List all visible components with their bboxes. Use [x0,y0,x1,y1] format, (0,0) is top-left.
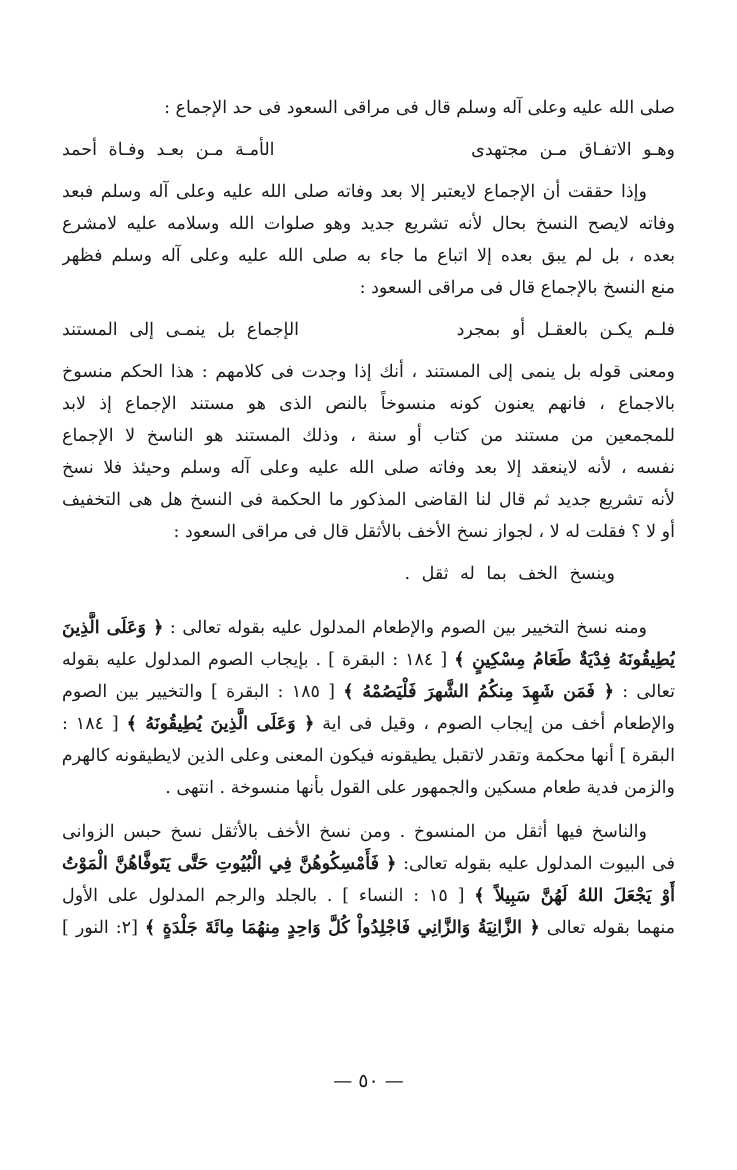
quran-quote: ﴿ فَمَن شَهِدَ مِنكُمُ الشَّهرَ فَلْيَصُمْهُ ﴾ [343,682,614,702]
intro-line: صلى الله عليه وعلى آله وسلم قال فى مراقى السعود فى حد الإجماع : [164,98,675,118]
quran-quote: أَوْ يَجْعَلَ اللهُ لَهُنَّ سَبِيلاً ﴾ [474,886,675,906]
quran-quote: ﴿ وَعَلَى الَّذِينَ [62,618,164,638]
paragraph-line: بالاجماع ، فانهم يعنون كونه منسوخاً بالنص الذى هو مستند الإجماع إذ لابد [62,394,675,414]
text-run: [٢: النور ] [62,918,138,938]
paragraph-line: نفسه ، لأنه لاينعقد إلا بعد وفاته صلى الله عليه وعلى آله وسلم وحيئذ فلا نسخ [62,458,675,478]
text-run: والإطعام أخف من إيجاب الصوم ، وقيل فى اية [322,714,675,734]
verse-line: وينسخ الخف بما له ثقل . [404,564,615,584]
verse-first-hemistich: فلـم يكـن بالعقـل أو بمجرد [456,320,675,340]
text-run: ومنه نسخ التخيير بين الصوم والإطعام المدلول عليه بقوله تعالى : [169,618,647,638]
paragraph-line: للمجمعين من مستند من كتاب أو سنة ، وذلك المستند هو الناسخ لا الإجماع [62,426,675,446]
paragraph-line: ومعنى قوله بل ينمى إلى المستند ، أنك إذا وجدت فى كلامهم : هذا الحكم منسوخ [62,362,675,382]
poem-verse-2 [62,314,675,346]
paragraph-line [62,612,675,644]
paragraph-line [62,880,675,912]
paragraph-line: لأنه تشريع جديد ثم قال لنا القاضى المذكور ما الحكمة فى النسخ هل هى التخفيف [62,490,675,510]
paragraph-4 [62,816,675,944]
text-run: منهما بقوله تعالى [546,918,675,938]
text-run: [ ١٨٤ : [62,714,119,734]
poem-verse-1 [62,134,675,166]
paragraph-line: وفاته لايصح النسخ بحال لأنه تشريع جديد وهو صلوات الله وسلامه عليه لامشرع [62,214,675,234]
quran-quote: ﴿ وَعَلَى الَّذِينَ يُطِيقُونَهُ ﴾ [126,714,315,734]
paragraph-line [62,848,675,880]
text-run: [ ١٨٤ : البقرة ] . بإيجاب الصوم المدلول عليه بقوله [62,650,448,670]
text-run: تعالى : [622,682,675,702]
text-run: [ ١٥ : النساء ] . بالجلد والرجم المدلول على الأول [62,886,465,906]
paragraph-line: والناسخ فيها أثقل من المنسوخ . ومن نسخ الأخف بالأثقل نسخ حبس الزوانى [62,822,647,842]
verse-second-hemistich: الإجماع بل ينمـى إلى المستند [62,320,300,340]
paragraph-2 [62,356,675,548]
verse-first-hemistich: وهـو الاتفـاق مـن مجتهدى [471,140,675,160]
paragraph-line: البقرة ] أنها محكمة وتقدر لاتقبل يطيقونه فيكون المعنى وعلى الذين لايطيقونه كالهرم [62,746,675,766]
text-run: فى البيوت المدلول عليه بقوله تعالى: [403,854,675,874]
paragraph-line: أو لا ؟ فقلت له لا ، لجواز نسخ الأخف بالأثقل قال فى مراقى السعود : [173,522,675,542]
quran-quote: يُطِيقُونَهُ فِدْيَةٌ طَعَامُ مِسْكِينٍ ﴾ [454,650,675,670]
paragraph-line: والزمن فدية طعام مسكين والجمهور على القول بأنها منسوخة . انتهى . [165,778,675,798]
paragraph-1 [62,176,675,304]
paragraph-line: بعده ، بل لم يبق بعده إلا اتباع ما جاء به صلى الله عليه وعلى آله وسلم فظهر [62,246,675,266]
page-number: — ٥٠ — [333,1070,404,1092]
poem-verse-3 [62,558,675,590]
paragraph-3 [62,612,675,804]
paragraph-line [62,644,675,676]
paragraph-line: منع النسخ بالإجماع قال فى مراقى السعود : [359,278,675,298]
paragraph-line [62,912,675,944]
paragraph-line: وإذا حققت أن الإجماع لايعتبر إلا بعد وفاته صلى الله عليه وعلى آله وسلم فبعد [62,182,647,202]
paragraph-line [62,708,675,740]
quran-quote: ﴿ فَأَمْسِكُوهُنَّ فِي الْبُيُوتِ حَتَّى يَتَوفَّاهُنَّ الْمَوْتُ [62,854,397,874]
paragraph-line [62,676,675,708]
quran-quote: ﴿ الزَّانِيَةُ وَالزَّانِي فَاجْلِدُواْ كُلَّ وَاحِدٍ مِنهُمَا مِائَةَ جَلْدَةٍ ﴾ [144,918,540,938]
text-run: [ ١٨٥ : البقرة ] والتخيير بين الصوم [62,682,335,702]
verse-second-hemistich: الأمـة مـن بعـد وفـاة أحمد [62,140,275,160]
